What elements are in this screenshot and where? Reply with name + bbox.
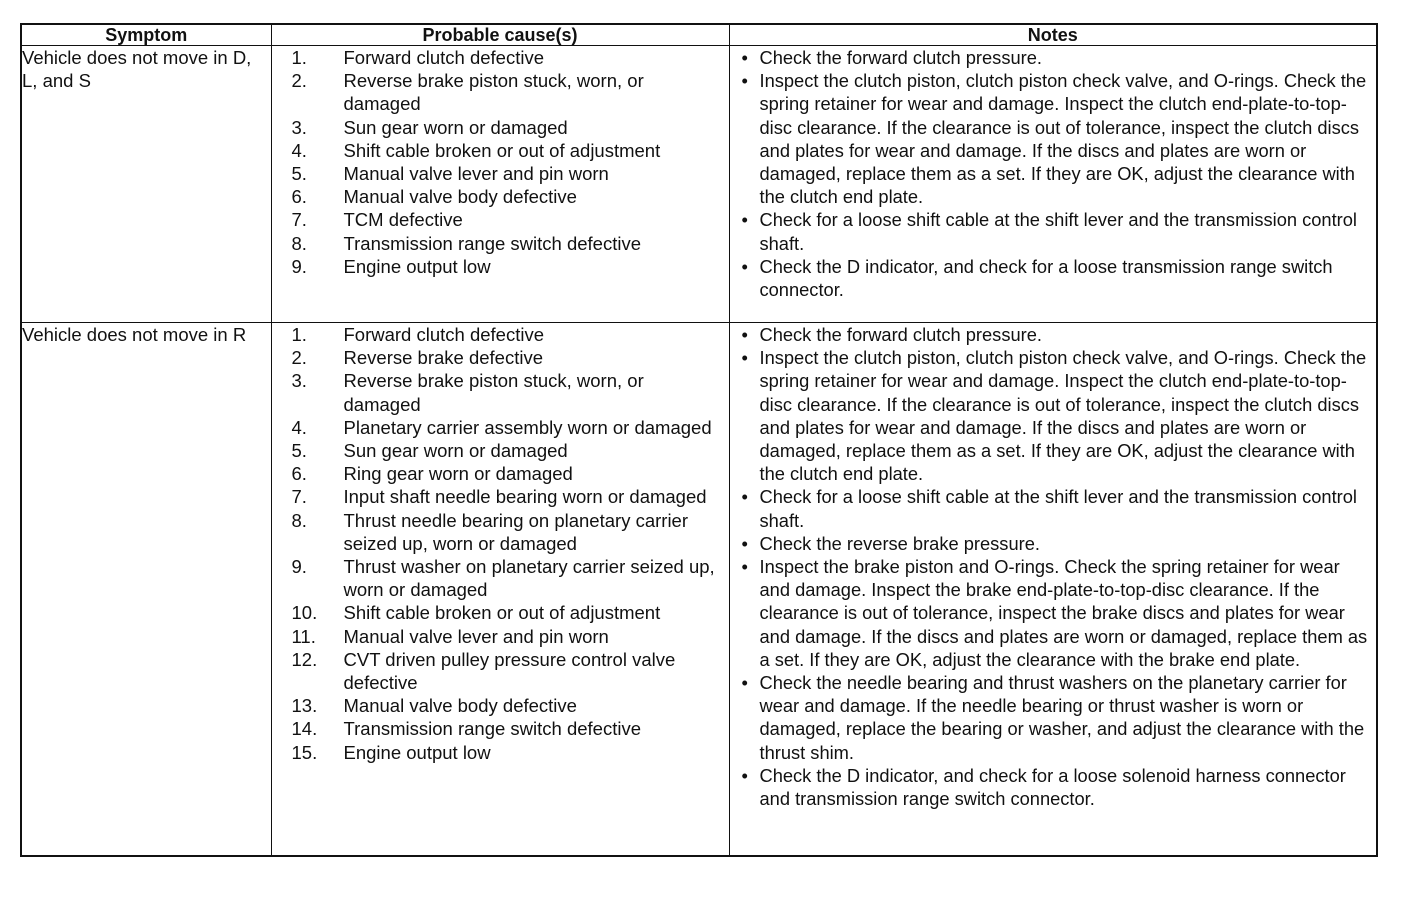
- cause-text: Thrust needle bearing on planetary carrier seized up, worn or damaged: [343, 509, 688, 554]
- notes-list: [730, 46, 1377, 301]
- header-causes: Probable cause(s): [271, 24, 729, 46]
- cause-number: 12.: [291, 648, 318, 670]
- cause-item: [272, 116, 729, 139]
- note-item: [730, 485, 1377, 531]
- causes-list: [272, 323, 729, 764]
- cause-text: Transmission range switch defective: [343, 718, 641, 740]
- cause-item: [272, 601, 729, 624]
- note-item: [730, 555, 1377, 671]
- cause-number: 8.: [291, 509, 307, 531]
- table-row: [21, 323, 1377, 857]
- bullet-icon: •: [741, 47, 748, 68]
- cause-number: 1.: [291, 324, 307, 345]
- cause-text: Shift cable broken or out of adjustment: [343, 139, 661, 161]
- cause-item: [272, 625, 729, 648]
- cause-text: Engine output low: [343, 255, 491, 277]
- cause-number: 9.: [291, 556, 307, 578]
- cause-number: 3.: [291, 370, 307, 392]
- cause-item: [272, 46, 729, 69]
- cause-item: [272, 346, 729, 369]
- cause-text: Thrust washer on planetary carrier seized up, worn or damaged: [343, 556, 715, 601]
- causes-cell: [271, 46, 729, 323]
- cause-text: TCM defective: [343, 209, 463, 231]
- bullet-icon: •: [741, 255, 748, 277]
- note-text: Inspect the clutch piston, clutch piston check valve, and O-rings. Check the spring retainer for wear and damage. Inspect the clutch end-plate-to-top-disc clearance. If the clearance is out of tolerance, inspect the clutch discs and plates for wear and damage. If the discs and plates are worn or damaged, replace them as a set. If they are OK, adjust the clearance with the clutch end plate.: [759, 347, 1367, 485]
- cause-item: [272, 462, 729, 485]
- cause-item: [272, 555, 729, 601]
- cause-text: Shift cable broken or out of adjustment: [343, 602, 661, 624]
- cause-number: 5.: [291, 163, 307, 185]
- cause-text: Manual valve lever and pin worn: [343, 163, 609, 185]
- cause-number: 4.: [291, 139, 307, 161]
- header-row: [21, 24, 1377, 46]
- note-text: Inspect the brake piston and O-rings. Check the spring retainer for wear and damage. Inspect the brake end-plate-to-top-disc clearance. If the clearance is out of tolerance, inspect the brake discs and plates for wear and damage. If the discs and plates are worn or damaged, replace them as a set. If they are OK, adjust the clearance with the brake end plate.: [759, 556, 1368, 670]
- notes-cell: [729, 46, 1377, 323]
- bullet-icon: •: [741, 672, 748, 694]
- cause-text: Planetary carrier assembly worn or damaged: [343, 416, 712, 438]
- cause-item: [272, 232, 729, 255]
- bullet-icon: •: [741, 764, 748, 786]
- note-text: Check the forward clutch pressure.: [759, 47, 1042, 68]
- cause-text: Reverse brake piston stuck, worn, or damaged: [343, 70, 644, 115]
- cause-number: 2.: [291, 347, 307, 369]
- cause-item: [272, 323, 729, 346]
- bullet-icon: •: [741, 324, 748, 345]
- troubleshooting-table: [20, 23, 1378, 857]
- cause-number: 10.: [291, 602, 318, 624]
- bullet-icon: •: [741, 70, 748, 92]
- note-item: [730, 323, 1377, 346]
- table-row: [21, 46, 1377, 323]
- cause-text: Engine output low: [343, 741, 491, 763]
- cause-text: Reverse brake defective: [343, 347, 543, 369]
- cause-item: [272, 69, 729, 115]
- cause-item: [272, 416, 729, 439]
- note-text: Check for a loose shift cable at the shift lever and the transmission control shaft.: [759, 486, 1357, 531]
- cause-number: 15.: [291, 741, 318, 763]
- cause-item: [272, 509, 729, 555]
- cause-item: [272, 208, 729, 231]
- note-item: [730, 69, 1377, 208]
- cause-number: 3.: [291, 116, 307, 138]
- note-text: Check for a loose shift cable at the shift lever and the transmission control shaft.: [759, 209, 1357, 254]
- cause-number: 11.: [291, 625, 316, 647]
- cause-text: Ring gear worn or damaged: [343, 463, 573, 485]
- cause-text: Transmission range switch defective: [343, 232, 641, 254]
- note-text: Check the needle bearing and thrust washers on the planetary carrier for wear and damage. If the needle bearing or thrust washer is worn or damaged, replace the bearing or washer, and adjust the clearance with the thrust shim.: [759, 672, 1365, 763]
- cause-number: 9.: [291, 255, 307, 277]
- cause-number: 8.: [291, 232, 307, 254]
- bullet-icon: •: [741, 532, 748, 554]
- cause-number: 6.: [291, 186, 307, 208]
- note-item: [730, 671, 1377, 764]
- cause-number: 7.: [291, 486, 307, 508]
- cause-text: Manual valve lever and pin worn: [343, 625, 609, 647]
- cause-item: [272, 741, 729, 764]
- cause-text: Sun gear worn or damaged: [343, 116, 568, 138]
- note-text: Check the D indicator, and check for a loose solenoid harness connector and transmission range switch connector.: [759, 764, 1346, 810]
- note-text: Inspect the clutch piston, clutch piston check valve, and O-rings. Check the spring retainer for wear and damage. Inspect the clutch end-plate-to-top-disc clearance. If the clearance is out of tolerance, inspect the clutch discs and plates for wear and damage. If the discs and plates are worn or damaged, replace them as a set. If they are OK, adjust the clearance with the clutch end plate.: [759, 70, 1367, 208]
- symptom-cell: Vehicle does not move in R: [21, 323, 271, 857]
- cause-number: 2.: [291, 70, 307, 92]
- cause-text: Manual valve body defective: [343, 695, 577, 717]
- causes-cell: [271, 323, 729, 857]
- bullet-icon: •: [741, 347, 748, 369]
- bullet-icon: •: [741, 486, 748, 508]
- cause-item: [272, 717, 729, 740]
- cause-item: [272, 255, 729, 278]
- cause-number: 1.: [291, 47, 307, 68]
- cause-item: [272, 648, 729, 694]
- note-item: [730, 346, 1377, 485]
- cause-number: 13.: [291, 695, 318, 717]
- cause-number: 4.: [291, 416, 307, 438]
- causes-list: [272, 46, 729, 278]
- cause-text: Manual valve body defective: [343, 186, 577, 208]
- cause-text: Sun gear worn or damaged: [343, 440, 568, 462]
- bullet-icon: •: [741, 209, 748, 231]
- note-item: [730, 208, 1377, 254]
- note-text: Check the forward clutch pressure.: [759, 324, 1042, 345]
- cause-text: Reverse brake piston stuck, worn, or damaged: [343, 370, 644, 415]
- cause-item: [272, 139, 729, 162]
- cause-text: Input shaft needle bearing worn or damaged: [343, 486, 707, 508]
- header-symptom: Symptom: [21, 24, 271, 46]
- cause-text: Forward clutch defective: [343, 47, 545, 68]
- bullet-icon: •: [741, 556, 748, 578]
- cause-item: [272, 694, 729, 717]
- cause-number: 7.: [291, 209, 307, 231]
- cause-item: [272, 185, 729, 208]
- note-text: Check the D indicator, and check for a loose transmission range switch connector.: [759, 255, 1333, 301]
- notes-list: [730, 323, 1377, 810]
- note-text: Check the reverse brake pressure.: [759, 532, 1040, 554]
- symptom-cell: Vehicle does not move in D, L, and S: [21, 46, 271, 323]
- note-item: [730, 764, 1377, 810]
- note-item: [730, 46, 1377, 69]
- notes-cell: [729, 323, 1377, 857]
- cause-number: 5.: [291, 440, 307, 462]
- cause-item: [272, 369, 729, 415]
- cause-item: [272, 439, 729, 462]
- cause-item: [272, 162, 729, 185]
- header-notes: Notes: [729, 24, 1377, 46]
- note-item: [730, 255, 1377, 301]
- cause-text: Forward clutch defective: [343, 324, 545, 345]
- cause-text: CVT driven pulley pressure control valve defective: [343, 648, 676, 694]
- note-item: [730, 532, 1377, 555]
- cause-number: 14.: [291, 718, 318, 740]
- cause-item: [272, 485, 729, 508]
- cause-number: 6.: [291, 463, 307, 485]
